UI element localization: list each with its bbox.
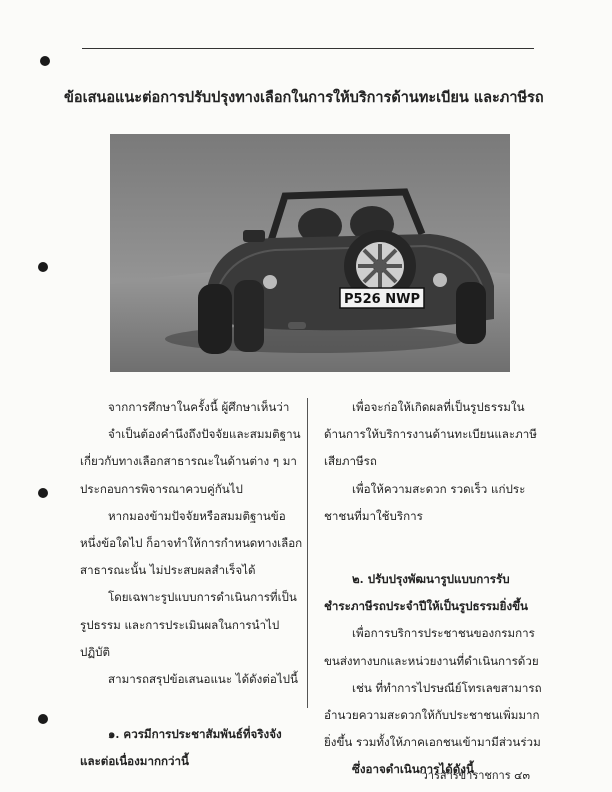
license-plate-text: P526 NWP xyxy=(344,292,420,307)
article-photo xyxy=(110,134,510,372)
paragraph-line: เพื่อการบริการประชาชนของกรมการ xyxy=(352,626,535,641)
paragraph-line: เพื่อจะก่อให้เกิดผลที่เป็นรูปธรรมใน xyxy=(352,400,525,414)
paragraph-line: ชาชนที่มาใช้บริการ xyxy=(324,508,423,523)
column-divider xyxy=(307,398,308,708)
paragraph-line: เกี่ยวกับทางเลือกสาธารณะในด้านต่าง ๆ มา xyxy=(80,454,297,469)
paragraph-line: หากมองข้ามปัจจัยหรือสมมติฐานข้อ xyxy=(108,508,286,523)
right-column xyxy=(324,394,542,784)
paragraph-line: เพื่อให้ความสะดวก รวดเร็ว แก่ประ xyxy=(352,481,526,496)
punch-hole-mark xyxy=(38,714,48,724)
paragraph-line: สาธารณะนั้น ไม่ประสบผลสำเร็จได้ xyxy=(80,563,256,578)
section-heading-1-continued: และต่อเนื่องมากกว่านี้ xyxy=(80,754,189,769)
paragraph-line: จำเป็นต้องคำนึงถึงปัจจัยและสมมติฐาน xyxy=(108,427,301,442)
section-heading-2-continued: ชำระภาษีรถประจำปีให้เป็นรูปธรรมยิ่งขึ้น xyxy=(324,599,528,614)
sports-car-illustration xyxy=(110,134,510,372)
paragraph-line: ด้านการให้บริการงานด้านทะเบียนและภาษี xyxy=(324,427,537,442)
page-footer: วารสารข้าราชการ ๔๓ xyxy=(421,769,530,782)
paragraph-line: ประกอบการพิจารณาควบคู่กันไป xyxy=(80,481,243,496)
paragraph-line: สามารถสรุปข้อเสนอแนะ ได้ดังต่อไปนี้ xyxy=(108,672,298,687)
paragraph-line: หนึ่งข้อใดไป ก็อาจทำให้การกำหนดทางเลือก xyxy=(80,536,303,551)
paragraph-line: โดยเฉพาะรูปแบบการดำเนินการที่เป็น xyxy=(108,590,297,605)
paragraph-line: ยิ่งขึ้น รวมทั้งให้ภาคเอกชนเข้ามามีส่วนร่วม xyxy=(324,735,541,750)
paragraph-line: ขนส่งทางบกและหน่วยงานที่ดำเนินการด้วย xyxy=(324,653,539,668)
paragraph-line: เสียภาษีรถ xyxy=(324,454,377,469)
left-column xyxy=(80,394,303,776)
paragraph-line: รูปธรรม และการประเมินผลในการนำไป xyxy=(80,617,280,632)
paragraph-line: ซึ่งอาจดำเนินการได้ดังนี้ xyxy=(352,762,474,777)
section-heading-1: ๑. ควรมีการประชาสัมพันธ์ที่จริงจัง xyxy=(108,727,282,742)
punch-hole-mark xyxy=(38,488,48,498)
article-title: ข้อเสนอแนะต่อการปรับปรุงทางเลือกในการให้บริการด้านทะเบียน และภาษีรถ xyxy=(64,89,544,106)
paragraph-line: อำนวยความสะดวกให้กับประชาชนเพิ่มมาก xyxy=(324,708,540,723)
paragraph-line: จากการศึกษาในครั้งนี้ ผู้ศึกษาเห็นว่า xyxy=(108,400,290,414)
section-heading-2: ๒. ปรับปรุงพัฒนารูปแบบการรับ xyxy=(352,572,510,587)
header-rule xyxy=(82,48,534,49)
punch-hole-mark xyxy=(40,56,50,66)
paragraph-line: เช่น ที่ทำการไปรษณีย์โทรเลขสามารถ xyxy=(352,680,542,695)
punch-hole-mark xyxy=(38,262,48,272)
paragraph-line: ปฏิบัติ xyxy=(80,644,111,659)
